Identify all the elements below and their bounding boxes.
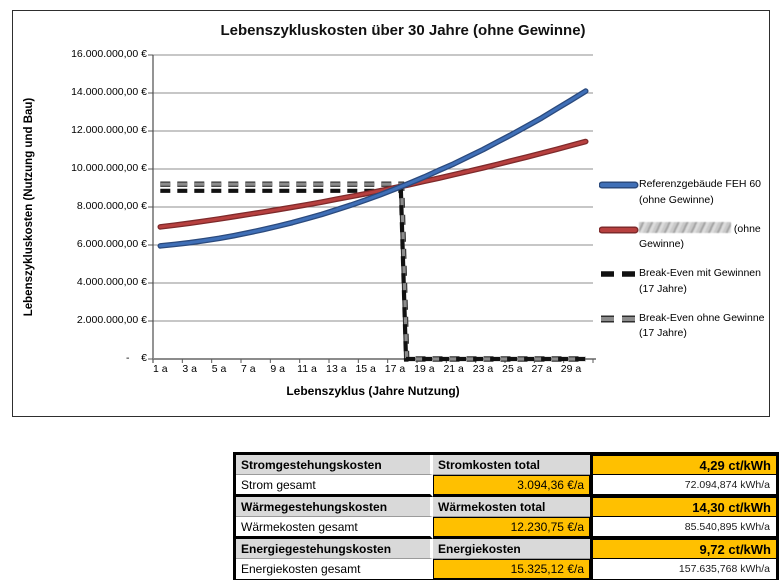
x-tick-label: 21 a: [443, 363, 464, 375]
table-row-waerme-gesamt: [236, 517, 776, 539]
cell-strom-gesamt-label: Strom gesamt: [236, 475, 433, 497]
cell-waermekosten-total-label: Wärmekosten total: [433, 497, 590, 517]
legend-label: [639, 222, 765, 254]
legend-swatch-gray-dash: [599, 313, 639, 325]
x-tick-label: 23 a: [472, 363, 494, 375]
cell-strom-kwh: 72.094,874 kWh/a: [590, 475, 776, 497]
table-row-strom-gesamt: [236, 475, 776, 497]
legend-entry-break-even-ohne-gewinne: [599, 311, 767, 343]
x-tick-label: 15 a: [355, 363, 376, 375]
x-tick-label: 1 a: [153, 363, 168, 375]
legend-swatch-red-line: [599, 224, 639, 236]
legend-entry-redacted-building: [599, 222, 767, 254]
cell-waerme-rate: 14,30 ct/kWh: [590, 497, 776, 517]
series-dash-outline-0: [160, 184, 585, 359]
cell-energie-gesamt-eur: 15.325,12 €/a: [433, 559, 590, 579]
x-tick-label: 5 a: [211, 363, 227, 375]
cell-energie-rate: 9,72 ct/kWh: [590, 539, 776, 559]
y-tick-label: 16.000.000,00 €: [71, 48, 147, 60]
table-row-waerme-header: [236, 497, 776, 517]
y-tick-label: 14.000.000,00 €: [71, 86, 147, 98]
y-tick-label: 4.000.000,00 €: [76, 276, 147, 288]
x-tick-label: 19 a: [414, 363, 435, 375]
cell-energie-gesamt-label: Energiekosten gesamt: [236, 559, 433, 579]
legend-swatch-black-dash: [599, 268, 639, 280]
table-row-energie-header: [236, 539, 776, 559]
cell-waerme-gesamt-eur: 12.230,75 €/a: [433, 517, 590, 539]
y-tick-label: 8.000.000,00 €: [76, 200, 147, 212]
y-tick-label: 12.000.000,00 €: [71, 124, 147, 136]
cell-strom-gesamt-eur: 3.094,36 €/a: [433, 475, 590, 497]
legend-entry-referenzgebaeude: [599, 177, 767, 209]
legend-label: Referenzgebäude FEH 60 (ohne Gewinne): [639, 178, 761, 206]
x-tick-label: 3 a: [182, 363, 197, 375]
legend-swatch-blue-line: [599, 179, 639, 191]
chart-panel: [12, 10, 770, 417]
x-tick-label: 9 a: [270, 363, 285, 375]
redacted-building-name: [639, 222, 731, 233]
y-tick-label: 6.000.000,00 €: [76, 238, 147, 250]
cell-waerme-kwh: 85.540,895 kWh/a: [590, 517, 776, 539]
y-axis-title: Lebenszykluskosten (Nutzung und Bau): [23, 97, 35, 317]
cell-stromkosten-total-label: Stromkosten total: [433, 455, 590, 475]
table-row-strom-header: [236, 455, 776, 475]
y-tick-label: - €: [125, 352, 147, 364]
chart-legend: [599, 177, 767, 342]
x-tick-label: 13 a: [326, 363, 347, 375]
cell-energie-kwh: 157.635,768 kWh/a: [590, 559, 776, 579]
x-tick-label: 17 a: [384, 363, 406, 375]
cell-strom-header: Stromgestehungskosten: [236, 455, 433, 475]
y-tick-label: 10.000.000,00 €: [71, 162, 147, 174]
cell-energiekosten-label: Energiekosten: [433, 539, 590, 559]
legend-label: Break-Even ohne Gewinne (17 Jahre): [639, 311, 765, 340]
x-tick-label: 7 a: [241, 363, 256, 375]
x-tick-label: 27 a: [531, 363, 552, 375]
x-tick-label: 11 a: [297, 363, 317, 375]
cell-energie-header: Energiegestehungskosten: [236, 539, 433, 559]
x-tick-label: 25 a: [502, 363, 523, 375]
table-row-energie-gesamt: [236, 559, 776, 579]
x-tick-label: 29 a: [560, 363, 582, 375]
x-axis-title: Lebenszyklus (Jahre Nutzung): [286, 384, 460, 398]
series-dash-0: [160, 184, 585, 359]
cell-waerme-header: Wärmegestehungskosten: [236, 497, 433, 517]
legend-label-suffix: (ohne Gewinne): [639, 222, 761, 251]
cell-waerme-gesamt-label: Wärmekosten gesamt: [236, 517, 433, 539]
y-tick-label: 2.000.000,00 €: [76, 314, 147, 326]
legend-entry-break-even-mit-gewinnen: [599, 266, 767, 298]
legend-label: Break-Even mit Gewinnen (17 Jahre): [639, 267, 761, 295]
cost-table: [233, 452, 779, 580]
cell-strom-rate: 4,29 ct/kWh: [590, 455, 776, 475]
chart-title: Lebenszykluskosten über 30 Jahre (ohne Gewinne): [220, 22, 586, 39]
